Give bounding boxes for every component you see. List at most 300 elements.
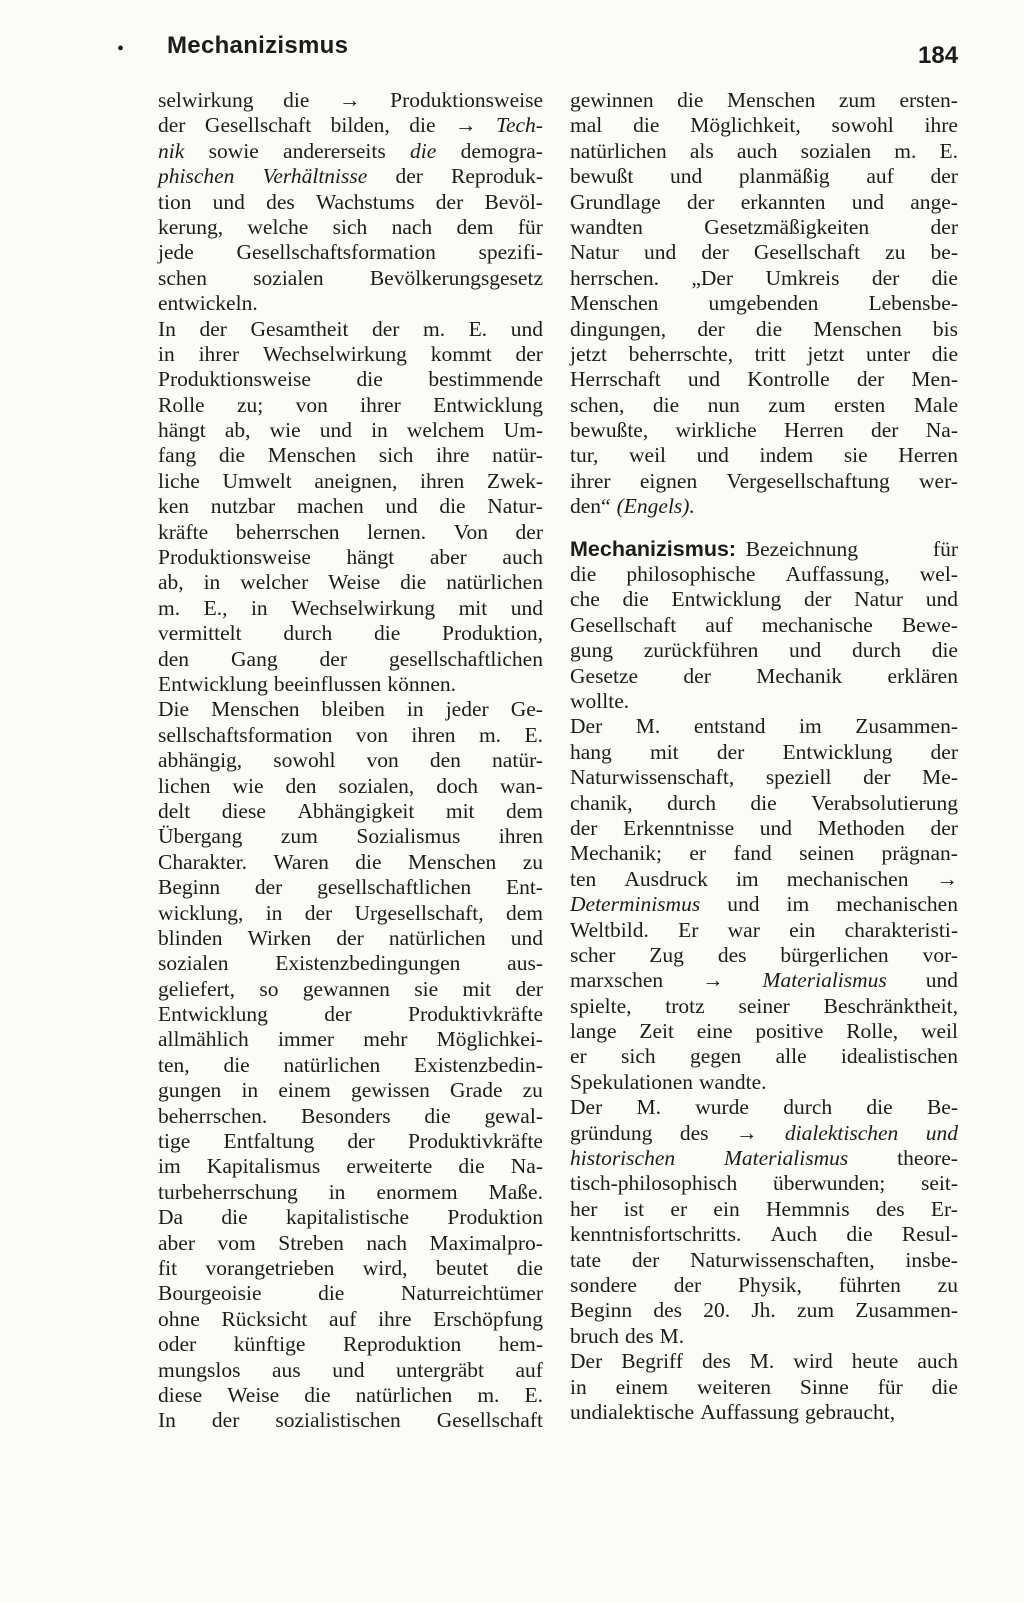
word: Begriff	[621, 1349, 683, 1374]
line-text	[158, 697, 543, 722]
word: schen,	[570, 392, 625, 417]
word: m.	[158, 595, 181, 620]
word: in	[371, 418, 388, 443]
word: mungslos	[158, 1357, 241, 1382]
text-line	[158, 494, 543, 519]
word: Natur-	[487, 494, 543, 519]
line-text	[158, 926, 543, 951]
word: mehr	[363, 1027, 408, 1052]
word: in	[250, 595, 268, 620]
word: Kapitalismus	[206, 1154, 321, 1179]
word: prägnan-	[881, 841, 958, 866]
word: wel-	[919, 562, 958, 587]
word: der	[336, 925, 364, 950]
word: scher	[570, 942, 616, 967]
line-text	[158, 647, 543, 672]
line-text	[570, 1375, 958, 1400]
word: künftige	[233, 1332, 306, 1357]
word: Menschen	[570, 291, 659, 316]
word: der	[701, 240, 729, 265]
word: zu	[522, 1078, 543, 1103]
word: demogra-	[460, 138, 543, 163]
text-line	[158, 850, 543, 875]
word: speziell	[765, 765, 832, 790]
word: Produktivkräfte	[408, 1002, 543, 1027]
line-text	[570, 317, 958, 342]
word: beutet	[435, 1255, 489, 1280]
word: für	[877, 1374, 903, 1399]
text-line	[158, 113, 543, 138]
line-text	[158, 901, 543, 926]
word: spielte,	[570, 993, 632, 1018]
word: Mechanik;	[570, 841, 662, 866]
word: Der	[570, 1095, 603, 1120]
line-text	[570, 418, 958, 443]
line-text	[570, 367, 958, 392]
word: des	[875, 1196, 905, 1221]
text-line	[570, 968, 958, 993]
text-line	[158, 697, 543, 722]
word: im	[786, 892, 810, 917]
word: beherrschte,	[628, 341, 734, 366]
line-text	[158, 291, 543, 316]
word: sich	[621, 1044, 656, 1069]
word: natürlichen	[388, 925, 486, 950]
word: Naturwissenschaft,	[570, 765, 735, 790]
line-text	[570, 139, 958, 164]
word: die	[356, 367, 383, 392]
text-line	[158, 1383, 543, 1408]
word: der	[515, 519, 543, 544]
text-line	[570, 317, 958, 342]
word: die	[439, 494, 466, 519]
word: Umkreis	[765, 265, 840, 290]
text-line	[158, 672, 543, 697]
text-line	[158, 443, 543, 468]
word: Erschöpfung	[433, 1306, 543, 1331]
word: der	[871, 418, 899, 443]
word: enormem	[376, 1179, 458, 1204]
text-line	[158, 774, 543, 799]
word: ihre	[378, 1306, 412, 1331]
word: Be-	[926, 1095, 958, 1120]
word: die	[750, 790, 777, 815]
text-line	[570, 613, 958, 638]
word: Maximalpro-	[429, 1230, 543, 1255]
word: fang	[158, 443, 197, 468]
line-text	[158, 545, 543, 570]
word: und	[510, 316, 543, 341]
word: Auch	[770, 1222, 818, 1247]
word: Produktion,	[442, 621, 543, 646]
word: sozialistischen	[275, 1408, 401, 1433]
word: und	[789, 638, 822, 663]
line-text	[158, 113, 543, 138]
line-text	[570, 740, 958, 765]
line-text	[570, 892, 958, 917]
word: aber	[429, 545, 467, 570]
text-line	[570, 164, 958, 189]
word: aus-	[507, 951, 543, 976]
word: zu;	[236, 392, 264, 417]
word: philosophische	[626, 562, 756, 587]
text-line	[570, 1273, 958, 1298]
word: einem	[615, 1374, 669, 1399]
word: Na-	[925, 418, 958, 443]
text-line	[570, 1298, 958, 1323]
word: 20.	[703, 1298, 731, 1323]
word: Naturwissenschaften,	[690, 1247, 875, 1272]
word: wandte.	[699, 1069, 767, 1094]
line-text	[158, 367, 543, 392]
word: Gesellschaft	[436, 1408, 543, 1433]
text-line	[158, 1104, 543, 1129]
word: Wachstums	[315, 189, 415, 214]
word: jede	[158, 240, 194, 265]
text-line	[158, 824, 543, 849]
word: Natur	[570, 240, 619, 265]
word: bewußt	[570, 164, 634, 189]
word: dem	[505, 798, 543, 823]
word: entwickeln.	[158, 291, 258, 316]
word: seiner	[738, 993, 790, 1018]
word: durch	[783, 1095, 833, 1120]
word: ihren	[420, 468, 465, 493]
word: fit	[158, 1255, 178, 1280]
word: indem	[759, 443, 814, 468]
text-line	[570, 537, 958, 562]
text-line	[570, 664, 958, 689]
word: natür-	[492, 443, 543, 468]
word: die	[410, 138, 437, 163]
word: Rolle	[158, 392, 205, 417]
word: Beschränktheit,	[823, 993, 958, 1018]
word: wie	[269, 418, 301, 443]
word: phischen	[158, 164, 235, 189]
word: ist	[623, 1196, 645, 1221]
word: sich	[332, 214, 368, 239]
text-line	[158, 977, 543, 1002]
entry-term: Mechanizismus:	[570, 536, 737, 561]
word: natürlichen	[446, 570, 543, 595]
word: che	[570, 587, 600, 612]
word: marxschen	[570, 968, 664, 993]
word: M.	[749, 1349, 775, 1374]
word: bruch	[570, 1323, 619, 1348]
word: Produktivkräfte	[408, 1129, 543, 1154]
word: schen	[158, 265, 207, 290]
text-line	[570, 88, 958, 113]
text-line	[158, 342, 543, 367]
text-line	[158, 545, 543, 570]
word: Herrschaft	[570, 367, 661, 392]
word: für	[517, 214, 543, 239]
line-text	[570, 714, 958, 739]
text-line	[158, 570, 543, 595]
line-text	[158, 1205, 543, 1230]
word: gewissen	[351, 1078, 430, 1103]
line-text	[570, 266, 958, 291]
word: →	[735, 1120, 758, 1145]
text-line	[570, 714, 958, 739]
line-text	[158, 520, 543, 545]
word: wird	[793, 1349, 833, 1374]
word: die	[677, 88, 704, 112]
word: die	[318, 1281, 345, 1306]
word: den“	[570, 494, 611, 519]
text-line	[158, 291, 543, 316]
text-line	[570, 1324, 958, 1349]
word: der	[158, 113, 186, 138]
word: Waren	[273, 849, 329, 874]
line-text	[158, 1027, 543, 1052]
word: trotz	[665, 993, 705, 1018]
word: Gesetzmäßigkeiten	[704, 214, 870, 239]
text-line	[570, 494, 958, 519]
text-line	[158, 1231, 543, 1256]
word: Lebensbe-	[868, 291, 958, 316]
word: diese	[221, 798, 266, 823]
word: in	[328, 1179, 346, 1204]
word: Er	[678, 917, 699, 942]
word: Entwicklung	[782, 739, 893, 764]
word: weil	[629, 443, 667, 468]
word: sowohl	[273, 748, 336, 773]
word: Entwicklung	[671, 587, 782, 612]
line-text	[570, 1349, 958, 1374]
word: die	[424, 1103, 451, 1128]
word: die	[931, 638, 958, 663]
text-line	[570, 1400, 958, 1425]
text-line	[158, 469, 543, 494]
text-line	[158, 1408, 543, 1433]
word: dem	[505, 900, 543, 925]
word: ersten	[833, 392, 886, 417]
word: tige	[158, 1129, 191, 1154]
text-line	[158, 596, 543, 621]
text-line	[158, 520, 543, 545]
word: ihrer	[570, 468, 611, 493]
line-text	[570, 841, 958, 866]
word: Gesellschaftsformation	[236, 240, 436, 265]
word: mit	[462, 976, 492, 1001]
line-text	[570, 1248, 958, 1273]
word: be-	[930, 240, 958, 265]
text-line	[570, 638, 958, 663]
text-line	[158, 1307, 543, 1332]
word: Möglichkei-	[436, 1027, 543, 1052]
word: der	[716, 739, 745, 764]
word: theore-	[897, 1146, 958, 1171]
word: wandten	[570, 214, 643, 239]
line-text	[570, 342, 958, 367]
line-text	[570, 1222, 958, 1247]
text-line	[158, 1129, 543, 1154]
word: „Der	[691, 265, 734, 290]
text-line	[570, 791, 958, 816]
word: →	[339, 88, 361, 112]
word: vorangetrieben	[205, 1255, 335, 1280]
line-text	[158, 469, 543, 494]
word: her	[570, 1196, 598, 1221]
word: heute	[851, 1349, 899, 1374]
word: machen	[296, 494, 364, 519]
line-text	[158, 1129, 543, 1154]
word: sich	[378, 443, 414, 468]
word: idealistischen	[840, 1044, 958, 1069]
word: Entfaltung	[223, 1129, 315, 1154]
word: im	[799, 714, 822, 739]
word: gungen	[158, 1078, 222, 1103]
word: tion	[158, 189, 192, 214]
word: hängt	[346, 545, 395, 570]
word: bis	[932, 316, 958, 341]
line-text	[158, 799, 543, 824]
word: E.	[524, 1382, 543, 1407]
word: und	[925, 1120, 958, 1145]
word: wie	[232, 773, 264, 798]
word: lange	[570, 1019, 617, 1044]
word: Zeit	[639, 1019, 674, 1044]
word: wirkliche	[675, 418, 757, 443]
word: Produktionsweise	[158, 545, 311, 570]
word: den	[158, 646, 190, 671]
word: erkannten	[740, 189, 826, 214]
word: Von	[453, 519, 488, 544]
text-line	[570, 943, 958, 968]
word: kerung,	[158, 214, 224, 239]
word: welcher	[240, 570, 309, 595]
word: Herren	[784, 418, 844, 443]
line-text	[158, 1053, 543, 1078]
word: der	[324, 1002, 352, 1027]
text-line	[570, 1171, 958, 1196]
word: mit	[445, 798, 475, 823]
text-line	[158, 164, 543, 189]
word: dingungen,	[570, 316, 667, 341]
word: selwirkung	[158, 88, 254, 112]
word: Reproduk-	[451, 164, 543, 189]
line-text	[570, 291, 958, 316]
text-line	[570, 342, 958, 367]
text-line	[570, 1095, 958, 1120]
word: der	[211, 1408, 240, 1433]
word: ihren	[498, 824, 543, 849]
word: führten	[838, 1272, 901, 1297]
line-text	[158, 1383, 543, 1408]
text-line	[158, 951, 543, 976]
word: tisch-philosophisch	[570, 1171, 738, 1196]
word: jetzt	[570, 341, 608, 366]
word: sondere	[570, 1272, 637, 1297]
word: gebraucht,	[804, 1399, 896, 1424]
text-line	[158, 647, 543, 672]
word: seit-	[920, 1171, 958, 1196]
line-text	[158, 88, 543, 113]
word: ihre	[436, 443, 470, 468]
word: Menschen	[726, 88, 816, 112]
mechanizismus-entry	[570, 537, 958, 1426]
word: gewannen	[302, 976, 390, 1001]
word: ein	[713, 1196, 740, 1221]
line-text	[570, 469, 958, 494]
line-text	[570, 943, 958, 968]
line-text	[158, 342, 543, 367]
line-text	[570, 443, 958, 468]
word: der	[435, 189, 464, 214]
word: natür-	[492, 748, 543, 773]
word: Bourgeoisie	[158, 1281, 262, 1306]
line-text	[570, 1095, 958, 1120]
word: diese	[158, 1382, 203, 1407]
line-text	[158, 1408, 543, 1433]
word: und	[319, 418, 352, 443]
word: insbe-	[905, 1247, 958, 1272]
text-line	[158, 240, 543, 265]
line-text	[158, 748, 543, 773]
word: im	[158, 1154, 181, 1179]
word: im	[735, 866, 759, 891]
word: des	[624, 1323, 654, 1348]
word: Me-	[922, 765, 958, 790]
word: und	[644, 240, 677, 265]
word: der	[803, 587, 832, 612]
word: sozialen	[158, 951, 229, 976]
word: auf	[866, 164, 894, 189]
word: die	[283, 88, 310, 112]
word: von	[355, 722, 388, 747]
word: Besonders	[301, 1103, 391, 1128]
word: entstand	[693, 714, 766, 739]
word: Bezeichnung	[745, 536, 858, 561]
word: des	[702, 1349, 731, 1374]
word: aus	[271, 1357, 301, 1382]
word: der	[856, 367, 885, 392]
right-column-continuation	[570, 88, 958, 520]
word: durch	[667, 790, 717, 815]
word: aber	[158, 1230, 195, 1255]
word: tritt	[754, 341, 786, 366]
word: erklären	[887, 663, 958, 688]
text-line	[570, 994, 958, 1019]
word: auch	[736, 138, 778, 163]
line-text	[158, 1002, 543, 1027]
word: ein	[789, 917, 816, 942]
word: sozialen	[253, 265, 324, 290]
line-text	[570, 613, 958, 638]
line-text	[570, 562, 958, 587]
word: können.	[387, 671, 457, 696]
word: er	[689, 841, 707, 866]
text-line	[158, 88, 543, 113]
word: auf	[515, 1357, 543, 1382]
word: beherrschen	[235, 519, 340, 544]
word: hang	[570, 739, 612, 764]
line-text	[570, 994, 958, 1019]
word: so	[259, 976, 279, 1001]
word: Mechanik	[756, 663, 843, 688]
text-line	[158, 139, 543, 164]
word: eignen	[639, 468, 698, 493]
word: in	[570, 1374, 587, 1399]
text-line	[570, 240, 958, 265]
text-line	[158, 1281, 543, 1306]
word: nik	[158, 138, 185, 163]
word: die	[516, 1255, 543, 1280]
word: und	[510, 925, 543, 950]
word: undialektische	[570, 1399, 695, 1424]
word: vor-	[922, 942, 958, 967]
